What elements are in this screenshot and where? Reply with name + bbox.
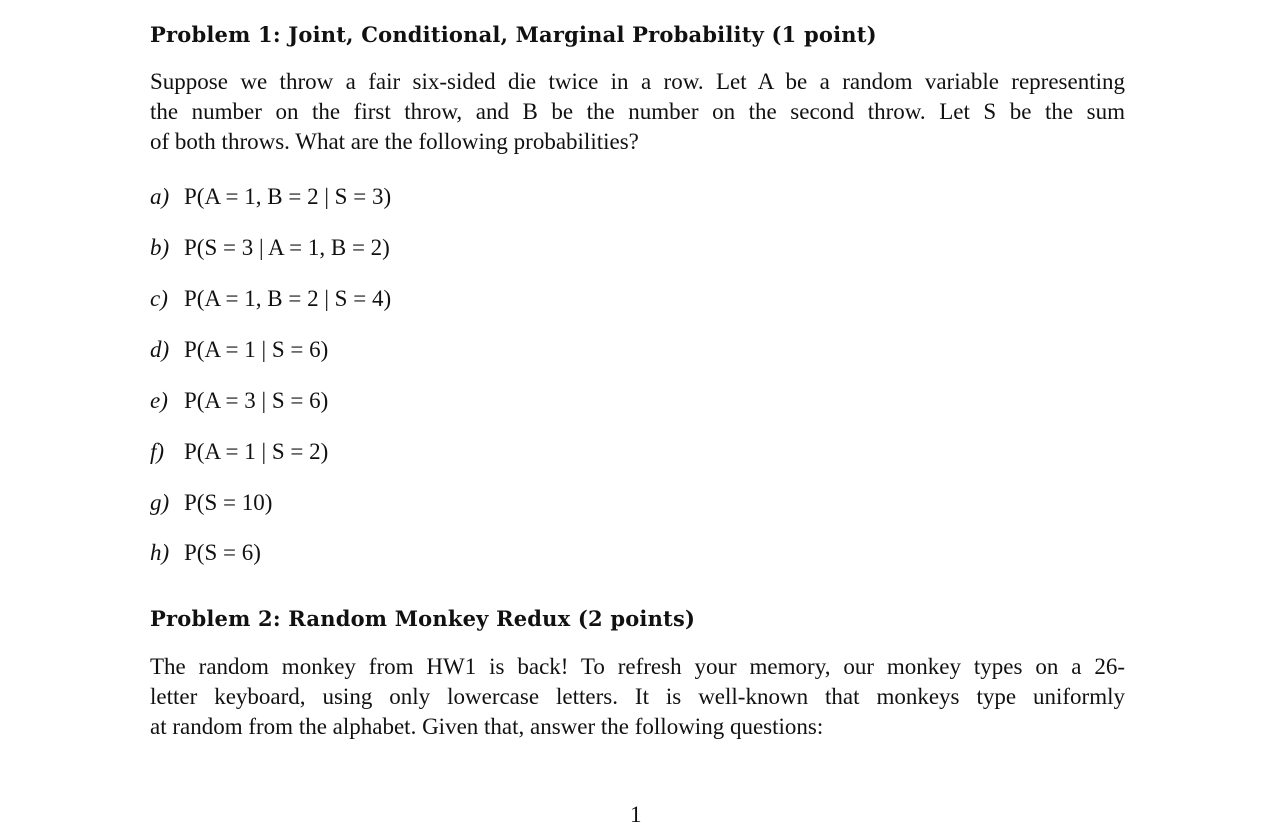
paragraph-line: of both throws. What are the following probabilities? <box>150 129 639 154</box>
subquestion-h <box>150 540 261 566</box>
subquestion-a <box>150 184 391 210</box>
subquestion-label: h) <box>150 540 170 565</box>
paragraph-line: The random monkey from HW1 is back! To refresh your memory, our monkey types on a 26- <box>150 654 1125 679</box>
subquestion-expression: P(A = 3 | S = 6) <box>184 388 329 413</box>
subquestion-expression: P(A = 1 | S = 2) <box>184 439 329 464</box>
paragraph-line: letter keyboard, using only lowercase letters. It is well-known that monkeys type uniformly <box>150 684 1125 709</box>
subquestion-c <box>150 286 391 312</box>
paragraph-line: the number on the first throw, and B be the number on the second throw. Let S be the sum <box>150 99 1125 124</box>
subquestion-expression: P(A = 1, B = 2 | S = 3) <box>184 184 392 209</box>
subquestion-label: f) <box>150 439 165 464</box>
problem-1-paragraph <box>150 67 1125 157</box>
page-number: 1 <box>630 802 642 827</box>
subquestion-expression: P(A = 1 | S = 6) <box>184 337 329 362</box>
subquestion-label: d) <box>150 337 170 362</box>
subquestion-expression: P(S = 6) <box>184 540 261 565</box>
subquestion-label: e) <box>150 388 168 413</box>
subquestion-label: a) <box>150 184 170 209</box>
subquestion-e <box>150 388 328 414</box>
subquestion-expression: P(S = 3 | A = 1, B = 2) <box>184 235 390 260</box>
subquestion-expression: P(S = 10) <box>184 490 273 515</box>
subquestion-f <box>150 439 328 465</box>
subquestion-label: b) <box>150 235 170 260</box>
subquestion-label: c) <box>150 286 168 311</box>
subquestion-label: g) <box>150 490 170 515</box>
subquestion-d <box>150 337 328 363</box>
subquestion-expression: P(A = 1, B = 2 | S = 4) <box>184 286 392 311</box>
problem-2-heading: Problem 2: Random Monkey Redux (2 points) <box>150 606 696 631</box>
subquestion-g <box>150 490 272 516</box>
problem-1-heading: Problem 1: Joint, Conditional, Marginal Probability (1 point) <box>150 22 877 47</box>
paragraph-line: Suppose we throw a fair six-sided die twice in a row. Let A be a random variable representing <box>150 69 1125 94</box>
subquestion-b <box>150 235 390 261</box>
paragraph-line: at random from the alphabet. Given that, answer the following questions: <box>150 714 824 739</box>
problem-2-paragraph <box>150 652 1125 742</box>
